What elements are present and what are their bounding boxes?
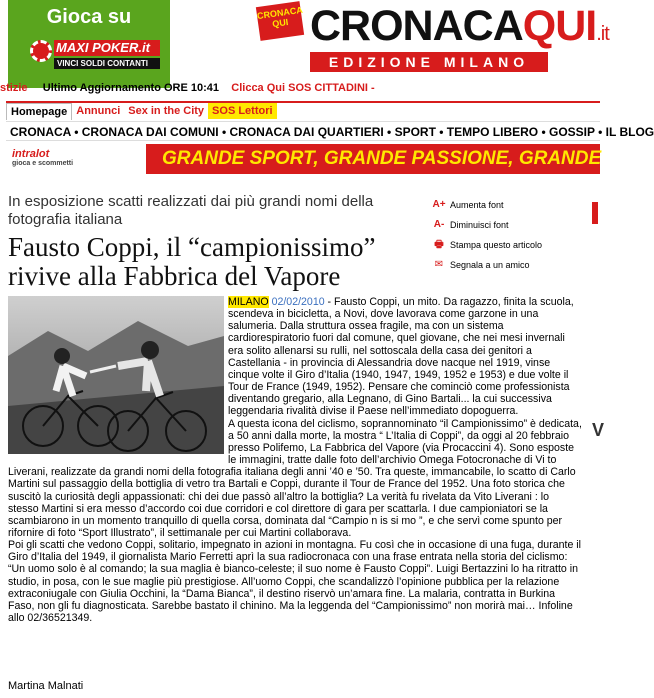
tool-decrease-font[interactable]: [432, 216, 580, 234]
article-paragraph-2: A questa icona del ciclismo, soprannominato “il Campionissimo” è dedicata, a 50 anni dalla morte, la mostra “ L’Italia di Coppi”, da oggi al 20 febbraio presso Polifemo, La Fabbrica del Vapore (via Procaccini 4). Sono esposte le immagini, tratte dalle foto dell’archivio Omega Fotocronache di Vi to Liverani, realizzate da grandi nomi della fotografia italiana degli anni ’40 e ’50. Tra queste, immancabile, lo scatto di Carlo Martini sul passaggio della bottiglia di vetro tra Bartali e Coppi, durante il Tour de France del 1952. Una foto storica che suscitò la curiosità degli appassionati: chi dei due passò all’altro la bottiglia? La verità fu rivelata da Vito Liverani : lo stesso Martini si era messo d’accordo coi due corridori e col direttore di gara per scattarla. I due campioniatori se la scambiarono in un momento tranquillo di quella corsa, dominata dal “Campio n is si mo ”, e che servì come spunto per rifornire di foto “Sport Illustrato”, il settimanale per cui Martini collaborava.: [8, 417, 582, 539]
article-author: Martina Malnati: [8, 680, 84, 692]
tool-label: Aumenta font: [450, 200, 504, 210]
tool-share-email[interactable]: [432, 256, 580, 274]
logo-edition: EDIZIONE MILANO: [310, 52, 548, 72]
article-lead-text: - Fausto Coppi, un mito. Da ragazzo, finita la scuola, scendeva in bicicletta, a Novi, dove lavorava come garzone in una salumeria. Dalla struttura ossea fragile, ma con un sistema cardiorespiratorio fuori dal comune, quel giovane, che nei mesi invernali era solito allenarsi su rulli, nel sottoscala della casa dei genitori a Castellania - in provincia di Alessandria dove nacque nel 1919, vinse cinque volte il Giro d’Italia (1940, 1947, 1949, 1952 e 1953) e due volte il Tour de France (1949, 1952). Pensare che cominciò come professionista diventando gregario, alla Legnano, di Gino Bartali... la cui successiva leggendaria rivalità divise il Paese nell’immediato dopoguerra.: [228, 296, 574, 418]
nav-homepage[interactable]: Homepage: [6, 103, 72, 120]
tool-label: Diminuisci font: [450, 220, 509, 230]
font-increase-icon: A+: [432, 199, 446, 210]
sponsor-banner[interactable]: [6, 144, 600, 174]
ticker-sos-link[interactable]: Clicca Qui SOS CITTADINI -: [231, 82, 375, 94]
article-body: [8, 296, 582, 624]
ad-brand: MAXI POKER.it: [54, 40, 160, 56]
ad-tagline: VINCI SOLDI CONTANTI: [54, 58, 160, 69]
logo-domain: .it: [596, 23, 609, 45]
article-tools: [432, 196, 580, 276]
sponsor-logo: [6, 144, 146, 174]
nav-sos-lettori[interactable]: SOS Lettori: [208, 103, 277, 119]
tool-print[interactable]: [432, 236, 580, 254]
article-headline: Fausto Coppi, il “campionissimo” rivive alla Fabbrica del Vapore: [8, 232, 376, 291]
right-edge-letter: V: [592, 420, 605, 440]
ticker-left[interactable]: stizie: [0, 82, 28, 94]
nav-annunci[interactable]: Annunci: [76, 105, 121, 117]
logo-badge: CRONACA QUI: [256, 1, 304, 41]
logo-wordmark: [310, 2, 609, 51]
ad-title: Gioca su: [46, 6, 132, 28]
tool-increase-font[interactable]: [432, 196, 580, 214]
section-nav[interactable]: CRONACA • CRONACA DAI COMUNI • CRONACA DAI QUARTIERI • SPORT • TEMPO LIBERO • GOSSIP • IL BLOG: [6, 121, 600, 141]
logo-word-accent: QUI: [522, 2, 597, 50]
sponsor-brand: intralot: [12, 148, 50, 160]
sidebar-accent-bar: [592, 202, 598, 224]
font-decrease-icon: A-: [433, 219, 445, 230]
nav-sex-in-the-city[interactable]: Sex in the City: [128, 105, 205, 117]
ad-maxipoker-banner[interactable]: [8, 0, 170, 88]
sponsor-brand-sub: gioca e scommetti: [12, 160, 74, 167]
site-logo[interactable]: [256, 2, 609, 74]
news-ticker: [0, 80, 600, 96]
article-place: MILANO: [228, 296, 269, 308]
tool-label: Stampa questo articolo: [450, 240, 543, 250]
tool-label: Segnala a un amico: [450, 260, 530, 270]
print-icon: 🖶: [434, 239, 444, 250]
article-kicker: In esposizione scatti realizzati dai più grandi nomi della fotografia italiana: [8, 193, 374, 228]
mail-icon: ✉: [434, 259, 444, 270]
primary-nav: [6, 101, 600, 119]
article-date: 02/02/2010: [271, 296, 325, 308]
right-sidebar-edge: [590, 196, 600, 396]
logo-word-main: CRONACA: [310, 2, 523, 50]
ticker-update: Ultimo Aggiornamento ORE 10:41: [42, 82, 220, 94]
article-paragraph-3: Poi gli scatti che vedono Coppi, solitario, impegnato in azioni in montagna. Fu così che in occasione di una fuga, durante il Giro d’Italia del 1949, il giornalista Mario Ferretti aprì la sua radiocronaca con una frase entrata nella storia del ciclismo: “Un uomo solo è al comando; la sua maglia è bianco-celeste; il suo nome è Fausto Coppi”. Luigi Bertazzini lo ha ritratto in studio, in posa, con le sue maglie più prestigiose. All’uomo Coppi, che scandalizzò l’opinione pubblica per la relazione extraconiugale con Giulia Occhini, la “Dama Bianca”, il destino riservò un’amara fine. La malaria, contratta in Burkina Faso, non gli fu diagnosticata. Sarebbe bastato il chinino. Ma la leggenda del “Campionissimo” non morirà mai… Infoline allo 02/36521349.: [8, 539, 581, 625]
poker-chip-icon: [30, 40, 52, 62]
sponsor-slogan: GRANDE SPORT, GRANDE PASSIONE, GRANDE: [162, 148, 602, 169]
